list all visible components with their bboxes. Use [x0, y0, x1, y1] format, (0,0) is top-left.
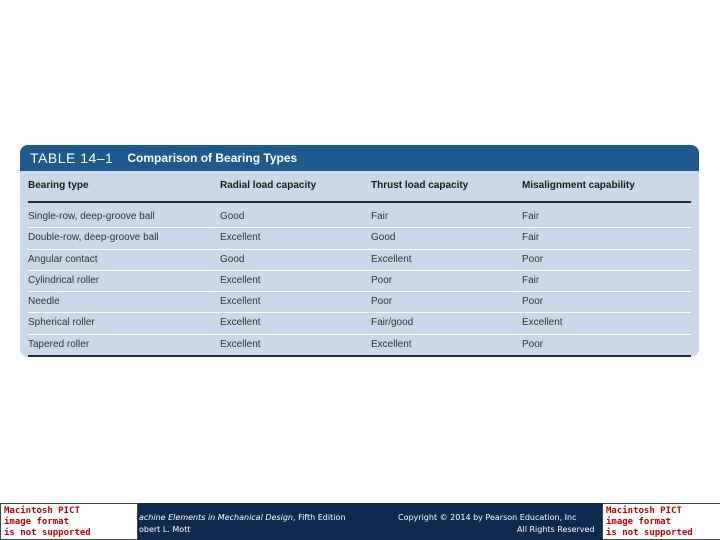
pict-notice-line: is not supported — [4, 528, 91, 538]
misalignment-cell: Fair — [522, 211, 540, 222]
radial-load-cell: Excellent — [220, 232, 261, 244]
misalignment-cell: Fair — [522, 274, 540, 286]
thrust-load-cell: Fair — [371, 211, 389, 222]
misalignment-cell: Poor — [522, 296, 544, 308]
bearing-type-cell: Double-row, deep-groove ball — [28, 232, 159, 244]
column-header-misalignment: Misalignment capability — [522, 180, 635, 191]
radial-load-cell: Excellent — [220, 317, 261, 329]
thrust-load-cell: Poor — [371, 274, 393, 286]
column-header-bearing-type: Bearing type — [28, 180, 89, 191]
rights-notice: All Rights Reserved — [517, 525, 595, 534]
table-row — [28, 207, 691, 228]
radial-load-cell: Excellent — [220, 274, 261, 286]
radial-load-cell: Excellent — [220, 296, 261, 308]
pict-notice-line: image format — [606, 517, 672, 527]
book-edition: , Fifth Edition — [292, 513, 346, 522]
bearing-type-cell: Spherical roller — [28, 317, 95, 329]
book-author: obert L. Mott — [139, 525, 191, 534]
table-row — [28, 228, 691, 249]
bearing-type-cell: Needle — [28, 296, 60, 308]
thrust-load-cell: Fair/good — [371, 317, 414, 329]
misalignment-cell: Excellent — [522, 317, 563, 329]
misalignment-cell: Fair — [522, 232, 540, 244]
table-row — [28, 250, 691, 271]
table-rows — [28, 207, 691, 357]
book-citation — [139, 513, 345, 522]
table-row — [28, 335, 691, 357]
thrust-load-cell: Poor — [371, 296, 393, 308]
pict-notice-line: Macintosh PICT — [4, 506, 80, 516]
table-row — [28, 292, 691, 313]
table-row — [28, 271, 691, 292]
thrust-load-cell: Excellent — [371, 253, 412, 265]
unsupported-image-placeholder-right — [602, 503, 720, 540]
thrust-load-cell: Good — [371, 232, 396, 244]
table-title: Comparison of Bearing Types — [127, 151, 298, 165]
pict-notice-line: image format — [4, 517, 70, 527]
thrust-load-cell: Excellent — [371, 338, 412, 350]
table-number: TABLE 14–1 — [30, 150, 114, 166]
misalignment-cell: Poor — [522, 338, 544, 350]
radial-load-cell: Good — [220, 211, 245, 222]
table-body — [28, 171, 691, 349]
bearing-type-cell: Single-row, deep-groove ball — [28, 211, 155, 222]
misalignment-cell: Poor — [522, 253, 544, 265]
bearing-type-cell: Cylindrical roller — [28, 274, 100, 286]
radial-load-cell: Good — [220, 253, 245, 265]
column-header-thrust-load: Thrust load capacity — [371, 180, 469, 191]
table-header-bar — [20, 145, 699, 171]
pict-notice-line: Macintosh PICT — [606, 506, 682, 516]
bearing-type-cell: Angular contact — [28, 253, 98, 265]
copyright-notice: Copyright © 2014 by Pearson Education, Inc — [398, 513, 577, 522]
slide-footer — [0, 503, 720, 540]
column-header-radial-load: Radial load capacity — [220, 180, 317, 191]
radial-load-cell: Excellent — [220, 338, 261, 350]
book-title: achine Elements in Mechanical Design — [139, 513, 293, 522]
bearing-comparison-table — [20, 145, 699, 357]
unsupported-image-placeholder-left — [0, 503, 138, 540]
table-row — [28, 313, 691, 334]
bearing-type-cell: Tapered roller — [28, 338, 90, 350]
column-header-row — [28, 171, 691, 203]
pict-notice-line: is not supported — [606, 528, 693, 538]
